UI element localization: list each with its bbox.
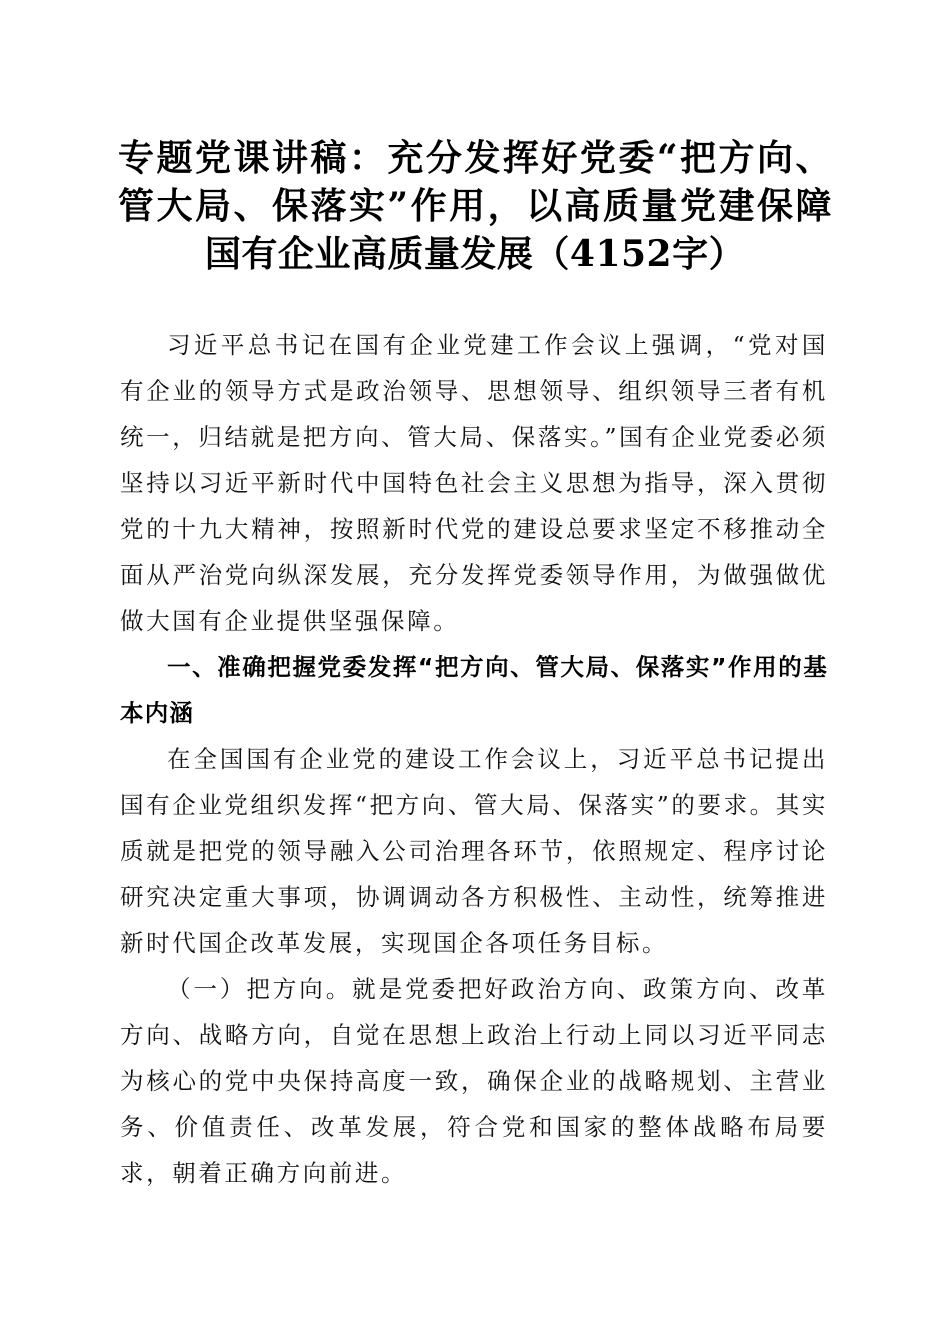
intro-paragraph: 习近平总书记在国有企业党建工作会议上强调，“党对国有企业的领导方式是政治领导、思想领导、组织领导三者有机统一，归结就是把方向、管大局、保落实。”国有企业党委必须坚持以习近平新时代中国特色社会主义思想为指导，深入贯彻党的十九大精神，按照新时代党的建设总要求坚定不移推动全面从严治党向纵深发展，充分发挥党委领导作用，为做强做优做大国有企业提供坚强保障。 <box>120 331 828 635</box>
subsection-paragraph: （一）把方向。就是党委把好政治方向、政策方向、改革方向、战略方向，自觉在思想上政治上行动上同以习近平同志为核心的党中央保持高度一致，确保企业的战略规划、主营业务、价值责任、改革发展，符合党和国家的整体战略布局要求，朝着正确方向前进。 <box>120 975 828 1187</box>
document-body <box>120 322 828 1196</box>
document-title: 专题党课讲稿：充分发挥好党委“把方向、管大局、保落实”作用，以高质量党建保障国有企业高质量发展（4152字） <box>118 137 832 275</box>
section-paragraph: 在全国国有企业党的建设工作会议上，习近平总书记提出国有企业党组织发挥“把方向、管大局、保落实”的要求。其实质就是把党的领导融入公司治理各环节，依照规定、程序讨论研究决定重大事项，协调调动各方积极性、主动性，统筹推进新时代国企改革发展，实现国企各项任务目标。 <box>120 745 828 957</box>
section-heading: 一、准确把握党委发挥“把方向、管大局、保落实”作用的基本内涵 <box>120 653 828 727</box>
